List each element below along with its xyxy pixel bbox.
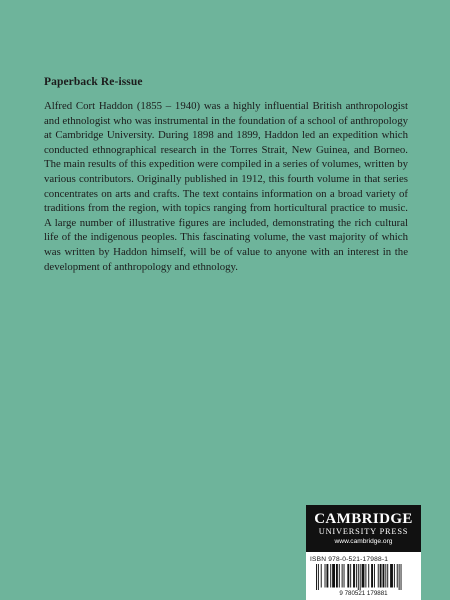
cover-heading: Paperback Re-issue (44, 76, 143, 88)
isbn-label: ISBN 978-0-521-17988-1 (310, 556, 389, 563)
barcode-bar (390, 564, 393, 588)
barcode-bar (371, 564, 373, 588)
barcode-bar (347, 564, 349, 588)
barcode-bar (362, 564, 365, 588)
barcode-bar (321, 564, 322, 588)
barcode-bar (380, 564, 382, 588)
publisher-name: CAMBRIDGE (314, 511, 413, 527)
barcode-bars (316, 564, 402, 590)
barcode-bar (378, 564, 379, 588)
barcode-bar (397, 564, 398, 588)
barcode-bar (316, 564, 317, 590)
barcode-bar (358, 564, 359, 590)
publisher-imprint (306, 505, 421, 600)
barcode-bar (336, 564, 338, 588)
barcode-bar (326, 564, 328, 588)
barcode-bar (383, 564, 385, 588)
barcode (310, 564, 417, 596)
barcode-bar (365, 564, 366, 588)
publisher-division: UNIVERSITY PRESS (318, 527, 409, 536)
barcode-digits: 9 780521 179881 (339, 590, 388, 596)
barcode-bar (330, 564, 331, 588)
cover-blurb: Alfred Cort Haddon (1855 – 1940) was a highly influential British anthropologist and ethnologist who was instrumental in the foundation of a school of anthropology at Cambridge University. During 1898 and 1899, Haddon led an expedition which conducted ethnographical research in the Torres Strait, New Guinea, and Borneo. The main results of this expedition were compiled in a series of volumes, written by various contributors. Originally published in 1912, this fourth volume in that series concentrates on arts and crafts. The text contains information on a broad variety of traditions from the region, with topics ranging from horticultural practice to music. A large number of illustrative figures are included, demonstrating the rich cultural life of the indigenous peoples. This fascinating volume, the vast majority of which was written by Haddon himself, will be of value to anyone with an interest in the development of anthropology and ethnology. (44, 100, 408, 273)
barcode-bar (342, 564, 343, 588)
publisher-website: www.cambridge.org (334, 538, 393, 545)
barcode-bar (353, 564, 355, 588)
barcode-bar (344, 564, 345, 588)
barcode-bar (356, 564, 357, 588)
barcode-bar (332, 564, 335, 588)
barcode-bar (374, 564, 375, 588)
barcode-bar (394, 564, 395, 588)
barcode-bar (387, 564, 388, 588)
barcode-bar (385, 564, 386, 588)
barcode-bar (318, 564, 319, 590)
barcode-bar (401, 564, 402, 590)
barcode-bar (399, 564, 400, 590)
barcode-bar (325, 564, 326, 588)
barcode-bar (339, 564, 340, 588)
publisher-logo (306, 505, 421, 552)
barcode-bar (360, 564, 361, 590)
barcode-bar (368, 564, 369, 588)
barcode-bar (350, 564, 351, 588)
